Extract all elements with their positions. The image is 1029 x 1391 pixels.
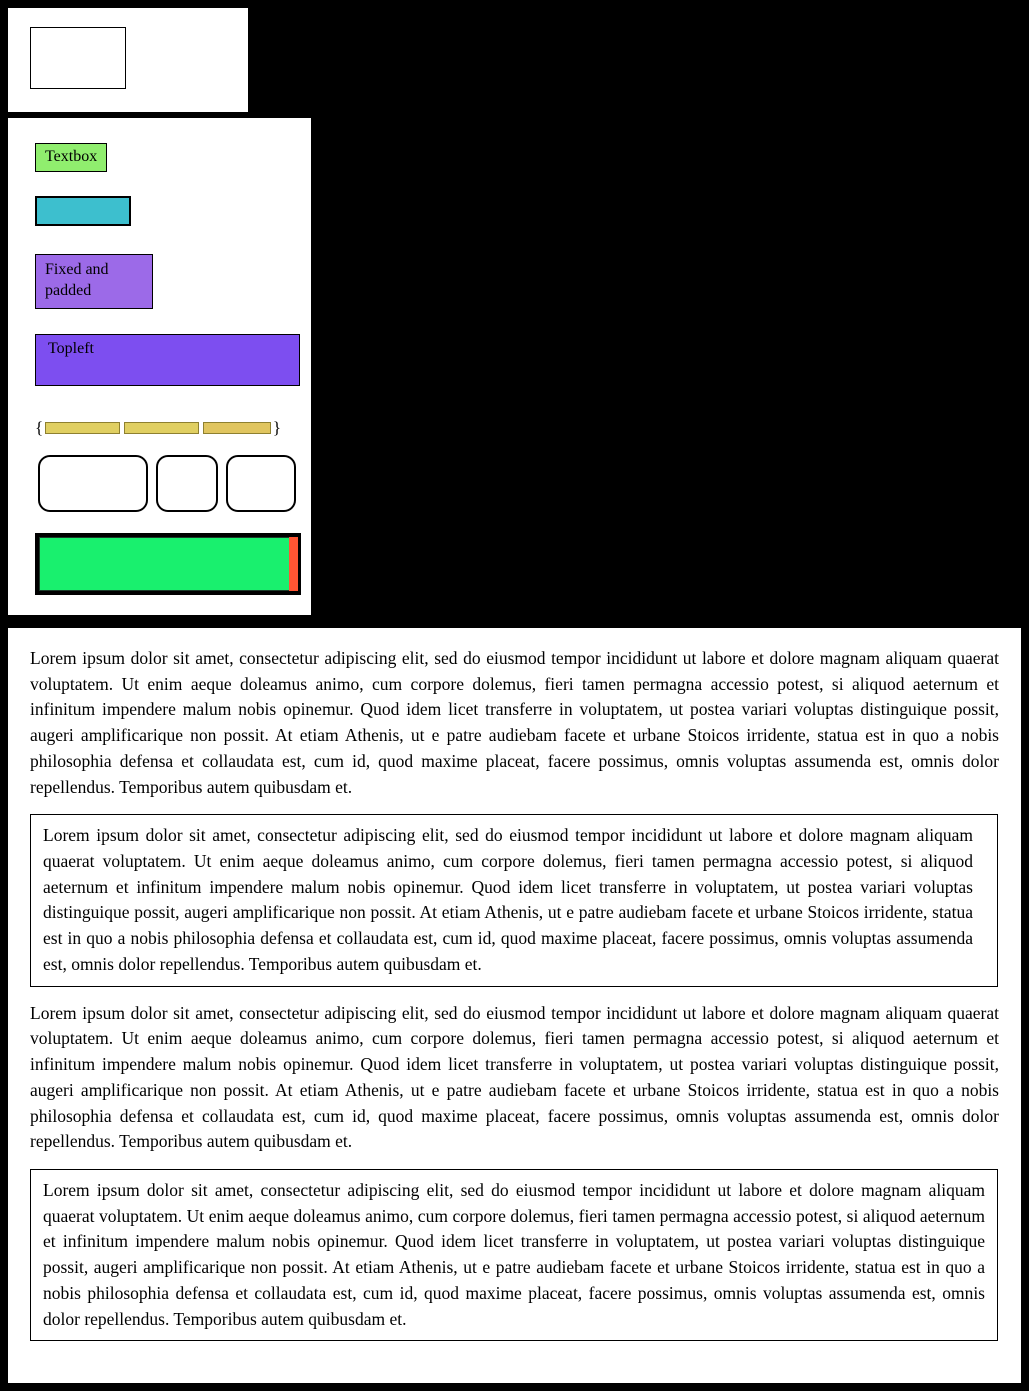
fixed-padded-box[interactable] — [35, 254, 153, 309]
progress-bar-fill — [39, 537, 291, 591]
yellow-bar-1 — [45, 422, 120, 434]
textbox-label: Textbox — [45, 148, 98, 165]
brace-open: { — [35, 418, 44, 437]
textbox-box[interactable] — [35, 143, 107, 172]
rounded-box-row — [38, 455, 296, 512]
progress-bar[interactable] — [35, 533, 301, 595]
framed-block-2-text: Lorem ipsum dolor sit amet, consectetur adipiscing elit, sed do eiusmod tempor incididunt ut labore et dolore magnam aliquam quaerat voluptatem. Ut enim aeque doleamus animo, cum corpore dolemus, fieri tamen permagna accessio potest, si aliquod aeternum et infinitum impendere malum nobis opinemur. Quod idem licet transferre in voluptatem, ut postea variari voluptas distinguique possit, augeri amplificarique non possit. At etiam Athenis, ut e patre audiebam facete et urbane Stoicos irridente, statua est in quo a nobis philosophia defensa et collaudata est, cum id, quod maxime placeat, facere possimus, omnis voluptas assumenda est, omnis dolor repellendus. Temporibus autem quibusdam et. — [43, 1179, 985, 1329]
framed-block-1 — [30, 814, 998, 986]
framed-block-2 — [30, 1169, 998, 1341]
framed-block-1-text: Lorem ipsum dolor sit amet, consectetur adipiscing elit, sed do eiusmod tempor incididunt ut labore et dolore magnam aliquam quaerat voluptatem. Ut enim aeque doleamus animo, cum corpore dolemus, fieri tamen permagna accessio potest, si aliquod aeternum et infinitum impendere malum nobis opinemur. Quod idem licet transferre in voluptatem, ut postea variari voluptas distinguique possit, augeri amplificarique non possit. At etiam Athenis, ut e patre audiebam facete et urbane Stoicos irridente, statua est in quo a nobis philosophia defensa et collaudata est, cum id, quod maxime placeat, facere possimus, omnis voluptas assumenda est, omnis dolor repellendus. Temporibus autem quibusdam et. — [43, 825, 973, 974]
yellow-bar-3 — [203, 422, 271, 434]
boxes-panel — [8, 118, 311, 615]
brace-close: } — [272, 418, 281, 437]
topleft-box[interactable] — [35, 334, 300, 386]
rounded-box-3[interactable] — [226, 455, 296, 512]
yellow-bar-2 — [124, 422, 199, 434]
progress-bar-tail — [289, 537, 298, 591]
rounded-box-1[interactable] — [38, 455, 148, 512]
empty-frame-box — [30, 27, 126, 89]
brace-bar-row — [35, 415, 281, 441]
fixed-padded-label: Fixed and padded — [45, 261, 109, 300]
teal-box[interactable] — [35, 196, 131, 226]
topleft-label: Topleft — [48, 340, 94, 357]
paragraph-1: Lorem ipsum dolor sit amet, consectetur adipiscing elit, sed do eiusmod tempor incididunt ut labore et dolore magnam aliquam quaerat voluptatem. Ut enim aeque doleamus animo, cum corpore dolemus, fieri tamen permagna accessio potest, si aliquod aeternum et infinitum impendere malum nobis opinemur. Quod idem licet transferre in voluptatem, ut postea variari voluptas distinguique possit, augeri amplificarique non possit. At etiam Athenis, ut e patre audiebam facete et urbane Stoicos irridente, statua est in quo a nobis philosophia defensa et collaudata est, cum id, quod maxime placeat, facere possimus, omnis voluptas assumenda est, omnis dolor repellendus. Temporibus autem quibusdam et. — [30, 648, 999, 797]
rounded-box-2[interactable] — [156, 455, 218, 512]
paragraph-2: Lorem ipsum dolor sit amet, consectetur adipiscing elit, sed do eiusmod tempor incididunt ut labore et dolore magnam aliquam quaerat voluptatem. Ut enim aeque doleamus animo, cum corpore dolemus, fieri tamen permagna accessio potest, si aliquod aeternum et infinitum impendere malum nobis opinemur. Quod idem licet transferre in voluptatem, ut postea variari voluptas distinguique possit, augeri amplificarique non possit. At etiam Athenis, ut e patre audiebam facete et urbane Stoicos irridente, statua est in quo a nobis philosophia defensa et collaudata est, cum id, quod maxime placeat, facere possimus, omnis voluptas assumenda est, omnis dolor repellendus. Temporibus autem quibusdam et. — [30, 1002, 999, 1152]
document-panel — [8, 628, 1021, 1383]
top-panel — [8, 8, 248, 112]
